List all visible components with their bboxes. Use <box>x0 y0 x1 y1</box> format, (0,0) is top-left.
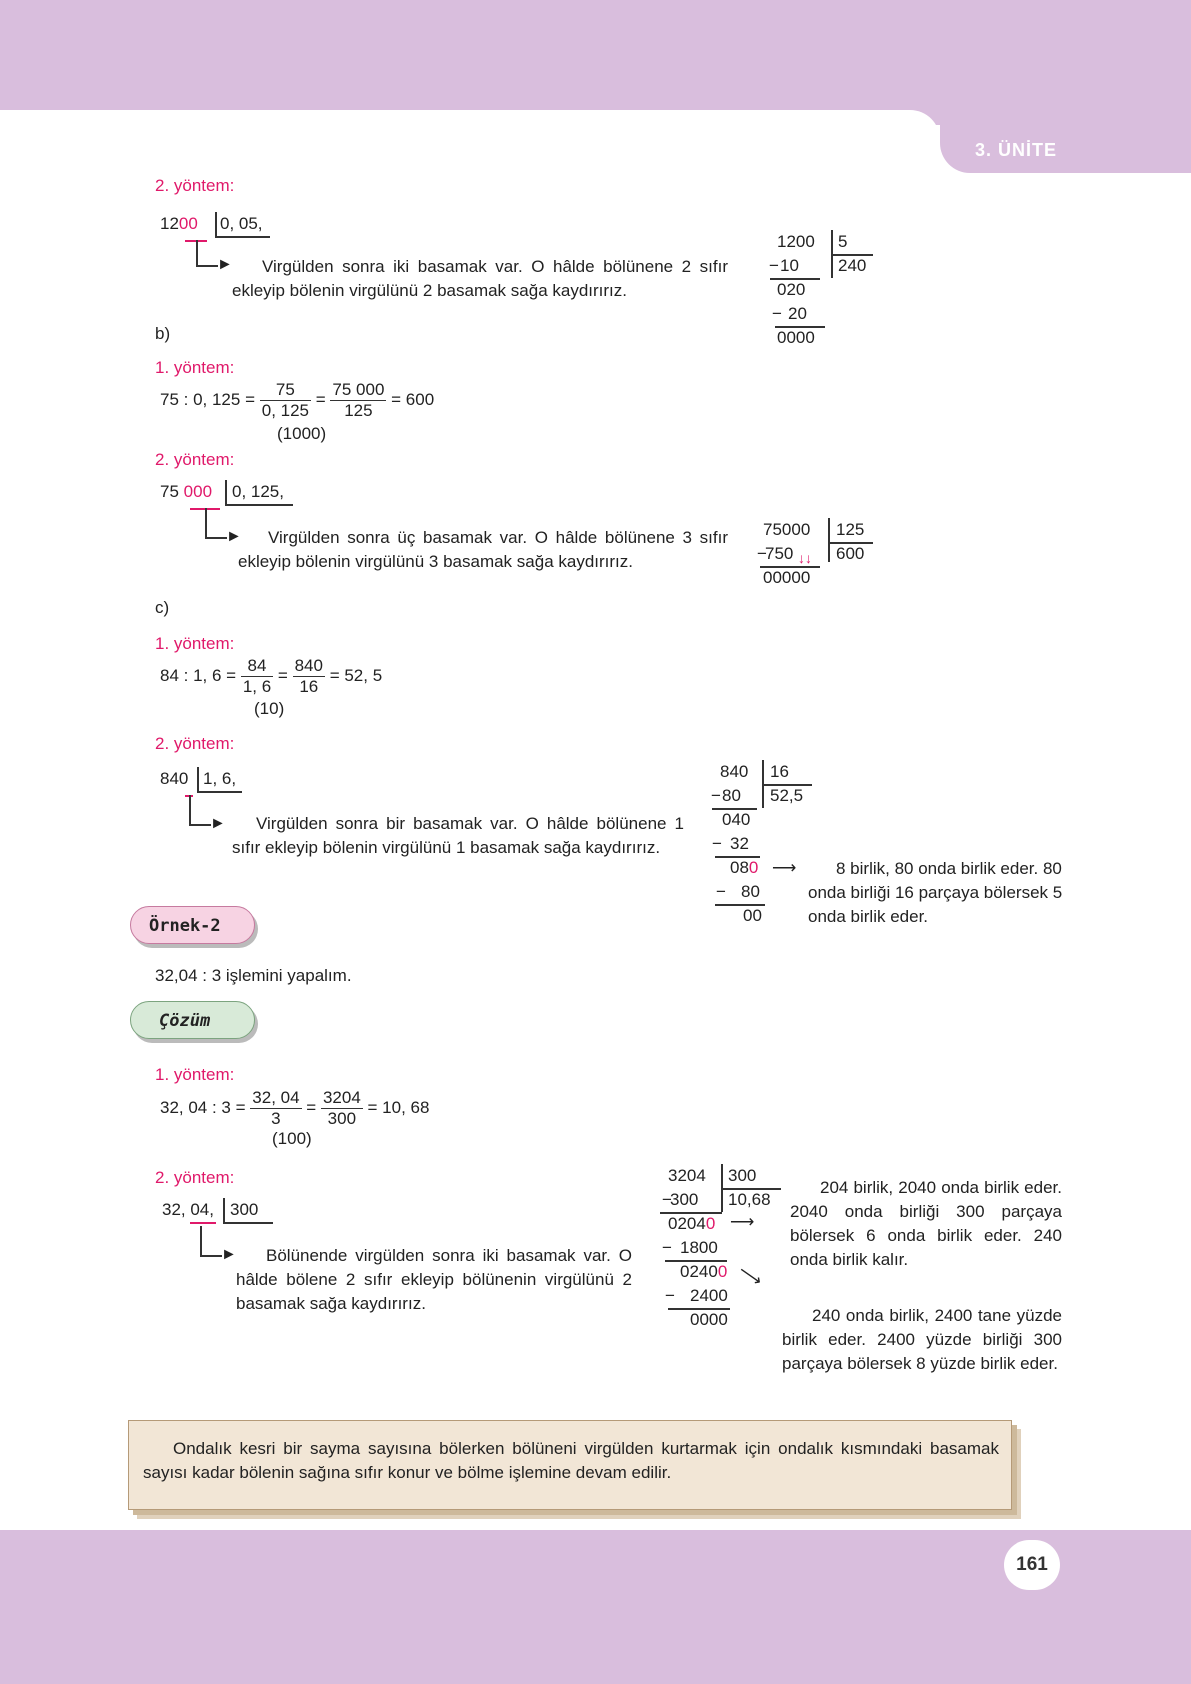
dividend: 1200 <box>160 214 198 233</box>
part-label: c) <box>155 598 170 617</box>
ld-quotient: 52,5 <box>770 786 804 805</box>
divisor-underline <box>223 1222 273 1224</box>
arrow-shaft <box>200 1255 222 1257</box>
ld-divisor: 16 <box>770 762 789 781</box>
fraction: $\frac{32, 04}{3}$ <box>252 1088 300 1128</box>
method-title: 2. yöntem: <box>155 1168 235 1187</box>
fraction: $\frac{75}{0, 125}$ <box>261 380 309 420</box>
ld-step: 2400 <box>690 1286 728 1305</box>
unit-label: 3. ÜNİTE <box>975 140 1058 160</box>
right-arrow-icon: ► <box>217 256 233 273</box>
eq-result: = 600 <box>391 389 435 409</box>
equation: 32, 04 : 3 = $\frac{32, 04}{3}$ = $\frac{3204}{300}$ = 10, 68 <box>160 1088 430 1128</box>
shift-mark <box>190 1222 216 1224</box>
eq-prefix: 75 : 0, 125 = <box>160 389 255 409</box>
rule-note-text: Ondalık kesri bir sayma sayısına bölerken bölüneni virgülden kurtarmak için ondalık kısmındaki basamak sayısı kadar bölenin sağına sıfır konur ve bölme işlemine devam edilir. <box>143 1439 999 1482</box>
ld-step: 80 <box>741 882 760 901</box>
dividend: 75 000 <box>160 482 213 501</box>
arrow-stem <box>196 240 198 266</box>
right-arrow-icon: ► <box>226 528 242 545</box>
down-arrows-icon: ↓↓ <box>798 550 812 566</box>
multiplier: (10) <box>254 699 285 718</box>
ld-quotient: 600 <box>836 544 865 563</box>
rule-note-box <box>128 1420 1012 1510</box>
ld-minus: − <box>772 304 782 323</box>
multiplier: (1000) <box>277 424 327 443</box>
ld-dividend: 3204 <box>668 1166 706 1185</box>
fraction: $\frac{84}{1, 6}$ <box>242 656 272 696</box>
ld-remainder: 040 <box>722 810 751 829</box>
ld-remainder: 0000 <box>777 328 815 347</box>
method-title: 2. yöntem: <box>155 734 235 753</box>
ld-bar <box>828 518 830 562</box>
ld-step: 750 <box>765 544 794 563</box>
dividend: 840 <box>160 769 189 788</box>
arrow-shaft <box>205 537 227 539</box>
ld-minus: − <box>769 256 779 275</box>
ld-remainder: 020 <box>777 280 806 299</box>
ld-minus: − <box>711 786 721 805</box>
arrow-stem <box>200 1226 202 1256</box>
ld-quotient: 240 <box>838 256 867 275</box>
ld-step: 1800 <box>680 1238 718 1257</box>
problem-text: 32,04 : 3 işlemini yapalım. <box>155 966 352 985</box>
method-title: 1. yöntem: <box>155 1065 235 1084</box>
explanation-text: Virgülden sonra bir basamak var. O hâlde bölünene 1 sıfır ekleyip bölenin virgülünü 1 basamak sağa kaydırırız. <box>232 814 684 857</box>
ld-divisor: 300 <box>728 1166 757 1185</box>
top-band-curve <box>0 110 940 140</box>
ld-remainder: 0000 <box>690 1310 728 1329</box>
arrow-shaft <box>196 265 218 267</box>
divisor-underline <box>197 791 242 793</box>
ld-remainder: 00000 <box>763 568 811 587</box>
example-badge: Örnek-2 <box>130 906 255 944</box>
divisor: 0, 125, <box>232 482 284 501</box>
ld-remainder: 02040 <box>668 1214 716 1233</box>
explanation-text: Bölünende virgülden sonra iki basamak var. O hâlde bölene 2 sıfır ekleyip bölünenin virgülünü 2 basamak sağa kaydırırız. <box>236 1246 632 1313</box>
ld-step: 80 <box>722 786 741 805</box>
divisor: 300 <box>230 1200 259 1219</box>
ld-step: 10 <box>780 256 799 275</box>
division-bar <box>225 480 227 506</box>
method-title: 2. yöntem: <box>155 450 235 469</box>
ld-quotient: 10,68 <box>728 1190 771 1209</box>
right-arrow-icon: ⟶ <box>772 858 797 877</box>
division-bar <box>197 767 199 793</box>
ld-minus: − <box>662 1190 672 1209</box>
division-bar <box>223 1198 225 1224</box>
ld-minus: − <box>716 882 726 901</box>
top-band <box>0 0 1191 125</box>
ld-remainder: 00 <box>743 906 762 925</box>
fraction: $\frac{3204}{300}$ <box>322 1088 361 1128</box>
divisor: 0, 05, <box>220 214 263 233</box>
ld-divisor: 125 <box>836 520 865 539</box>
arrow-shaft <box>189 824 211 826</box>
right-arrow-icon: ⟶ <box>730 1212 755 1231</box>
ld-minus: − <box>712 834 722 853</box>
ld-step: 32 <box>730 834 749 853</box>
explanation-text: Virgülden sonra iki basamak var. O hâlde bölünene 2 sıfır ekleyip bölenin virgülünü 2 basamak sağa kaydırırız. <box>232 257 728 300</box>
fraction: $\frac{75 000}{125}$ <box>332 380 385 420</box>
ld-minus: − <box>757 544 767 563</box>
method-title: 1. yöntem: <box>155 358 235 377</box>
right-arrow-icon: ► <box>210 815 226 832</box>
ld-remainder: 02400 <box>680 1262 728 1281</box>
equation: 75 : 0, 125 = $\frac{75}{0, 125}$ = $\frac{75 000}{125}$ = 600 <box>160 380 435 420</box>
page-number: 161 <box>1004 1540 1060 1590</box>
ld-dividend: 75000 <box>763 520 811 539</box>
ld-minus: − <box>665 1286 675 1305</box>
side-note: 204 birlik, 2040 onda birlik eder. 2040 onda birliği 300 parçaya bölersek 6 onda birlik eder. 240 onda birlik kalır. <box>790 1178 1062 1269</box>
ld-divisor: 5 <box>838 232 848 251</box>
solution-badge: Çözüm <box>130 1001 255 1039</box>
arrow-stem <box>189 795 191 825</box>
dividend: 32, 04, <box>162 1200 214 1219</box>
side-note: 240 onda birlik, 2400 tane yüzde birlik eder. 2400 yüzde birliği 300 parçaya bölersek 8 yüzde birlik eder. <box>782 1306 1062 1373</box>
right-arrow-icon: ► <box>221 1246 237 1263</box>
explanation-text: Virgülden sonra üç basamak var. O hâlde bölünene 3 sıfır ekleyip bölenin virgülünü 3 basamak sağa kaydırırız. <box>238 528 728 571</box>
method-title: 1. yöntem: <box>155 634 235 653</box>
multiplier: (100) <box>272 1129 312 1148</box>
division-bar <box>215 212 217 238</box>
equation: 84 : 1, 6 = $\frac{84}{1, 6}$ = $\frac{840}{16}$ = 52, 5 <box>160 656 383 696</box>
fraction: $\frac{840}{16}$ <box>294 656 323 696</box>
ld-step: 300 <box>670 1190 699 1209</box>
ld-remainder: 080 <box>730 858 759 877</box>
ld-step: 20 <box>788 304 807 323</box>
side-note: 8 birlik, 80 onda birlik eder. 80 onda birliği 16 parçaya bölersek 5 onda birlik eder. <box>808 859 1063 926</box>
divisor-underline <box>215 236 270 238</box>
divisor-underline <box>225 504 293 506</box>
ld-dividend: 840 <box>720 762 749 781</box>
part-label: b) <box>155 324 171 343</box>
right-arrow-icon: ⟶ <box>735 1260 766 1291</box>
ld-dividend: 1200 <box>777 232 815 251</box>
divisor: 1, 6, <box>203 769 237 788</box>
arrow-stem <box>205 508 207 538</box>
ld-minus: − <box>662 1238 672 1257</box>
method-title: 2. yöntem: <box>155 176 235 195</box>
